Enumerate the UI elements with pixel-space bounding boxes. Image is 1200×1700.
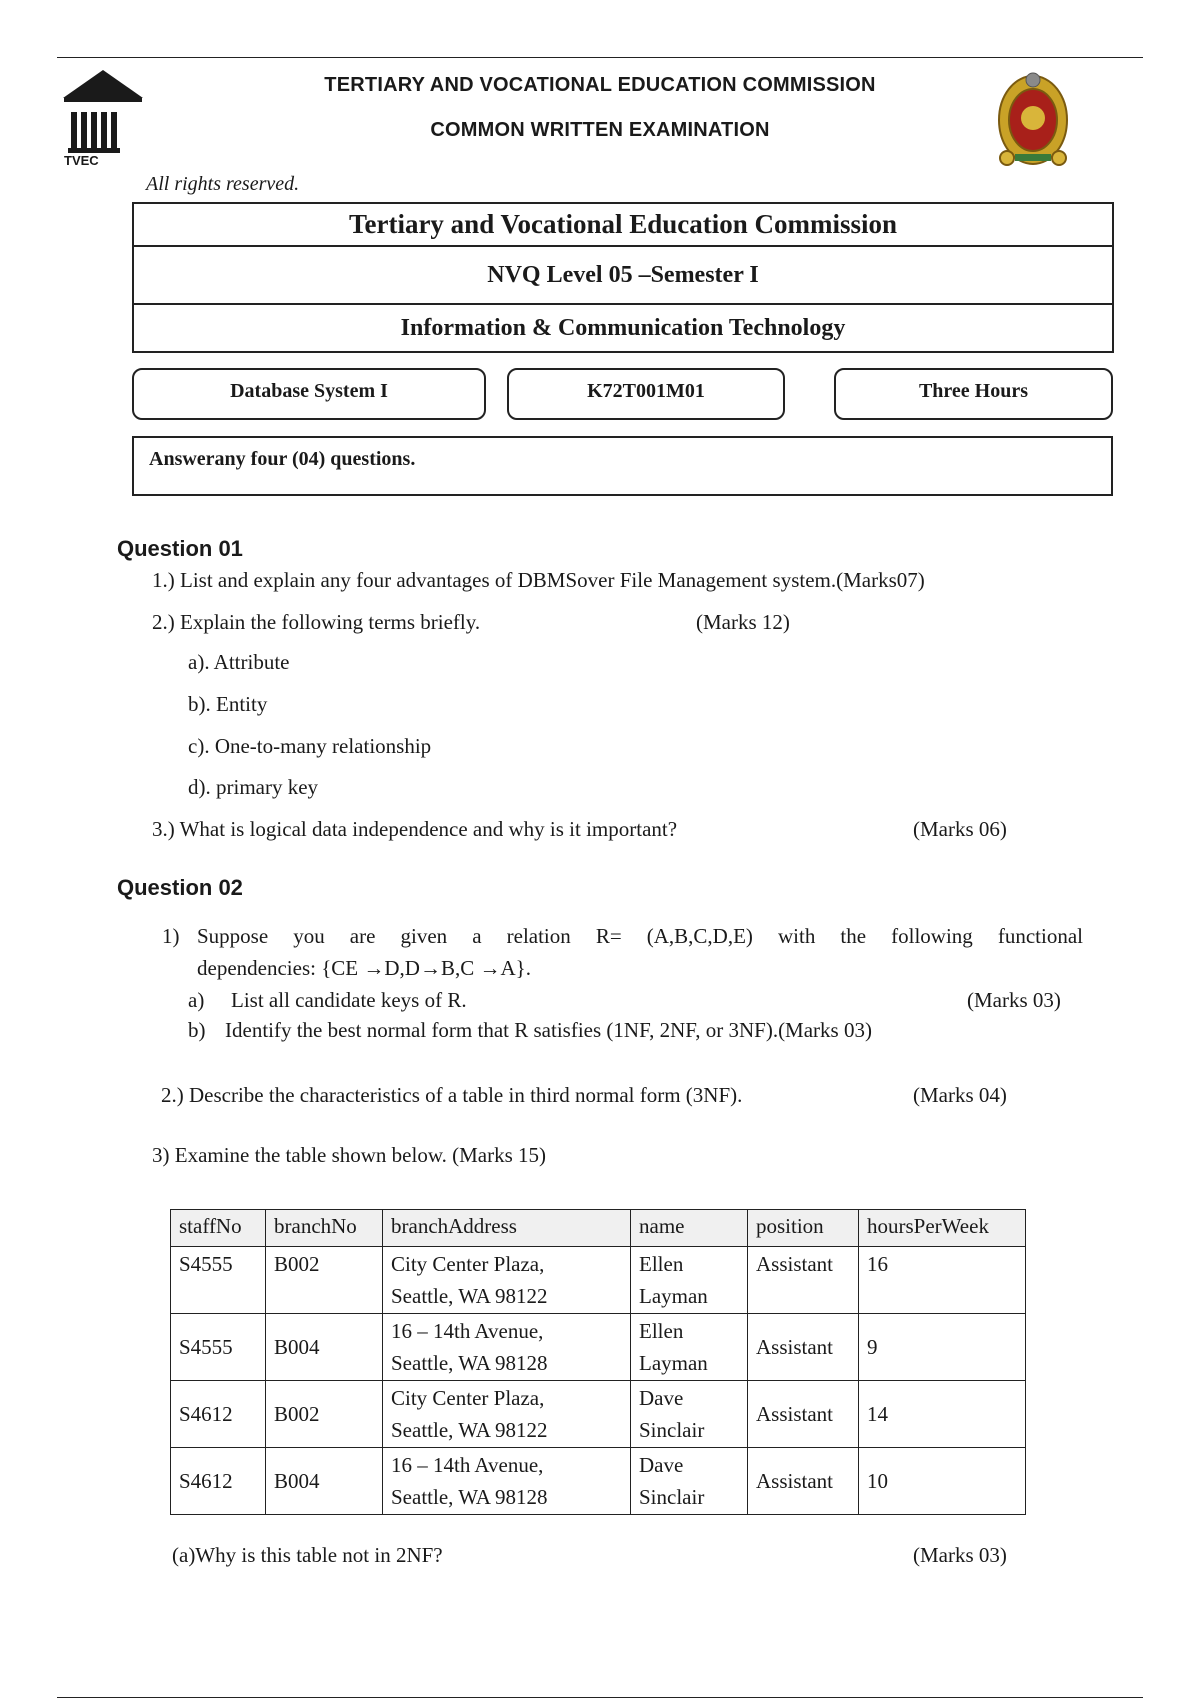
position-cell: Assistant	[748, 1314, 859, 1381]
address-line: 16 – 14th Avenue,	[391, 1319, 544, 1343]
name-cell	[631, 1448, 748, 1515]
rights-notice: All rights reserved.	[146, 173, 300, 195]
table-header-row	[171, 1210, 1026, 1247]
name-cell	[631, 1247, 748, 1314]
q1-part-3: 3.) What is logical data independence and why is it important?	[152, 817, 678, 841]
address-line: 16 – 14th Avenue,	[391, 1453, 544, 1477]
q2-sub-a-marks: (Marks 03)	[967, 988, 1061, 1012]
org-heading: TERTIARY AND VOCATIONAL EDUCATION COMMISSION	[324, 74, 876, 96]
term-item: d). primary key	[188, 775, 319, 799]
column-header: staffNo	[171, 1210, 266, 1247]
q2-part-2-marks: (Marks 04)	[913, 1083, 1007, 1107]
q2-part-2: 2.) Describe the characteristics of a table in third normal form (3NF).	[161, 1083, 743, 1107]
position-cell: Assistant	[748, 1381, 859, 1448]
address-line: Seattle, WA 98128	[391, 1351, 548, 1375]
name-line: Ellen	[639, 1319, 684, 1343]
q2-part-3: 3) Examine the table shown below. (Marks 15)	[152, 1143, 547, 1167]
q2-part-3-sub-a-marks: (Marks 03)	[913, 1543, 1007, 1567]
branchno-cell: B004	[266, 1314, 383, 1381]
instruction-box: Answerany four (04) questions.	[132, 436, 1113, 496]
staffno-cell: S4555	[171, 1314, 266, 1381]
q2-sub-a-text: List all candidate keys of R.	[231, 988, 467, 1012]
address-cell	[383, 1314, 631, 1381]
table-row	[171, 1448, 1026, 1515]
program-title: Information & Communication Technology	[133, 304, 1113, 352]
branchno-cell: B002	[266, 1381, 383, 1448]
staff-branch-table	[170, 1209, 1026, 1515]
table-row	[171, 1314, 1026, 1381]
name-line: Sinclair	[639, 1485, 705, 1509]
hours-cell: 14	[859, 1381, 1026, 1448]
address-line: City Center Plaza,	[391, 1252, 545, 1276]
q1-part-1: 1.) List and explain any four advantages of DBMSover File Management system.(Marks07)	[152, 568, 925, 592]
column-header: branchNo	[266, 1210, 383, 1247]
address-line: Seattle, WA 98128	[391, 1485, 548, 1509]
q1-part-2-marks: (Marks 12)	[696, 610, 790, 634]
subject-box: Database System I	[132, 368, 486, 420]
q2-part-3-sub-a: (a)Why is this table not in 2NF?	[172, 1543, 443, 1567]
question-2-heading: Question 02	[117, 875, 243, 900]
term-item: c). One-to-many relationship	[188, 734, 432, 758]
column-header: branchAddress	[383, 1210, 631, 1247]
top-rule	[57, 57, 1143, 58]
address-cell	[383, 1381, 631, 1448]
column-header: hoursPerWeek	[859, 1210, 1026, 1247]
q2-sub-b-label: b)	[188, 1018, 206, 1042]
national-emblem	[995, 70, 1071, 170]
term-item: a). Attribute	[188, 650, 290, 674]
term-item: b). Entity	[188, 692, 268, 716]
q2-part-1-number: 1)	[162, 924, 180, 948]
staffno-cell: S4555	[171, 1247, 266, 1314]
q1-part-2: 2.) Explain the following terms briefly.	[152, 610, 481, 634]
q1-part-3-marks: (Marks 06)	[913, 817, 1007, 841]
column-header: name	[631, 1210, 748, 1247]
staffno-cell: S4612	[171, 1448, 266, 1515]
exam-heading: COMMON WRITTEN EXAMINATION	[430, 119, 770, 141]
hours-cell: 10	[859, 1448, 1026, 1515]
address-line: Seattle, WA 98122	[391, 1418, 548, 1442]
name-line: Sinclair	[639, 1418, 705, 1442]
staffno-cell: S4612	[171, 1381, 266, 1448]
q2-part-1-line-1: Suppose you are given a relation R= (A,B,C,D,E) with the following functional	[197, 924, 1083, 948]
hours-cell: 16	[859, 1247, 1026, 1314]
name-line: Layman	[639, 1284, 708, 1308]
commission-title: Tertiary and Vocational Education Commission	[133, 203, 1113, 246]
position-cell: Assistant	[748, 1247, 859, 1314]
column-header: position	[748, 1210, 859, 1247]
duration-box: Three Hours	[834, 368, 1113, 420]
q2-sub-b-text: Identify the best normal form that R satisfies (1NF, 2NF, or 3NF).(Marks 03)	[225, 1018, 872, 1042]
address-cell	[383, 1247, 631, 1314]
branchno-cell: B004	[266, 1448, 383, 1515]
title-box	[132, 202, 1114, 353]
name-cell	[631, 1381, 748, 1448]
address-line: City Center Plaza,	[391, 1386, 545, 1410]
branchno-cell: B002	[266, 1247, 383, 1314]
tvec-logo	[58, 68, 148, 168]
position-cell: Assistant	[748, 1448, 859, 1515]
table-row	[171, 1247, 1026, 1314]
q2-part-1-line-2: dependencies: {CE →D,D→B,C →A}.	[197, 956, 531, 980]
name-cell	[631, 1314, 748, 1381]
code-box: K72T001M01	[507, 368, 785, 420]
name-line: Dave	[639, 1386, 684, 1410]
q2-sub-a-label: a)	[188, 988, 205, 1012]
hours-cell: 9	[859, 1314, 1026, 1381]
level-title: NVQ Level 05 –Semester I	[133, 246, 1113, 304]
name-line: Dave	[639, 1453, 684, 1477]
svg-text:TVEC: TVEC	[64, 153, 99, 168]
name-line: Ellen	[639, 1252, 684, 1276]
name-line: Layman	[639, 1351, 708, 1375]
address-line: Seattle, WA 98122	[391, 1284, 548, 1308]
address-cell	[383, 1448, 631, 1515]
table-row	[171, 1381, 1026, 1448]
bottom-rule	[57, 1697, 1143, 1698]
question-1-heading: Question 01	[117, 536, 243, 561]
